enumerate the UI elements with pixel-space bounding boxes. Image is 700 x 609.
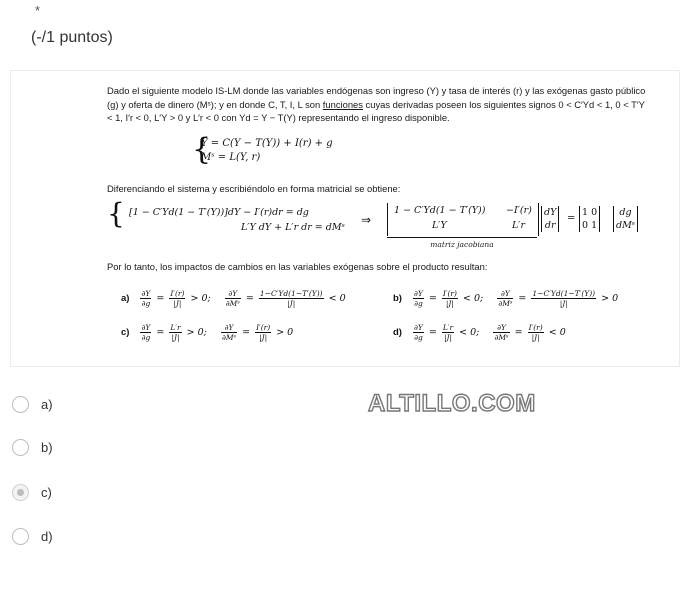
vec-dMs: dMˢ bbox=[616, 220, 636, 231]
deriv-frac: $\frac{\partial Y}{\text{∂Mˢ}}$ bbox=[498, 289, 513, 308]
ratio-frac: $\frac{1-C'Yd(1-T'(Y))}{|J|}$ bbox=[259, 289, 323, 308]
sign-2: < 0 bbox=[548, 327, 566, 338]
sign-1: > 0; bbox=[190, 293, 211, 304]
answer-b-formula: b) $\frac{\partial Y}{\partial g}$ = $\frac{I'(r)}{|J|}$ < 0; $\frac{\partial Y}{\text{∂Mˢ}}$ = $\frac{1-C'Yd(1-T'(Y))}{|J|}$ > 0 bbox=[393, 289, 619, 308]
answer-d-label: d) bbox=[393, 327, 402, 338]
identity-row-2: 0 1 bbox=[582, 220, 598, 231]
jacobian-matrix bbox=[387, 203, 539, 236]
sign-2: > 0 bbox=[276, 327, 294, 338]
problem-intro: Dado el siguiente modelo IS-LM donde las variables endógenas son ingreso (Y) y tasa de interés (r) y las exógenas gasto público (g) y oferta de dinero (Mˢ); y en donde C, T, I, L son bbox=[107, 85, 646, 110]
ratio-frac: $\frac{I'(r)}{|J|}$ bbox=[442, 289, 457, 308]
answer-c-label: c) bbox=[121, 327, 130, 338]
system-line-1: Y = C(Y − T(Y)) + I(r) + g bbox=[201, 138, 333, 149]
functions-link: funciones bbox=[322, 98, 363, 110]
question-image-panel bbox=[10, 70, 680, 367]
sign-2: > 0 bbox=[601, 293, 619, 304]
required-marker: * bbox=[35, 3, 41, 18]
option-d-label: d) bbox=[41, 528, 53, 544]
answer-a-label: a) bbox=[121, 293, 130, 304]
identity-row-1: 1 0 bbox=[582, 207, 598, 218]
question-points: (-/1 puntos) bbox=[31, 29, 113, 46]
jacobian-label: matriz jacobiana bbox=[387, 237, 537, 249]
sign-2: < 0 bbox=[328, 293, 346, 304]
equals-sign: = bbox=[567, 213, 576, 224]
deriv-frac: $\frac{\partial Y}{\partial g}$ bbox=[141, 289, 151, 308]
option-b[interactable] bbox=[12, 436, 53, 458]
identity-matrix bbox=[579, 206, 600, 232]
sign-1: < 0; bbox=[459, 327, 480, 338]
answer-c-formula: c) $\frac{\partial Y}{\partial g}$ = $\frac{L'r}{|J|}$ > 0; $\frac{\partial Y}{\text{∂Mˢ}}$ = $\frac{I'(r)}{|J|}$ > 0 bbox=[121, 323, 294, 342]
ratio-frac: $\frac{I'(r)}{|J|}$ bbox=[528, 323, 543, 342]
matrix-r2c2: L′r bbox=[512, 220, 526, 231]
sign-1: < 0; bbox=[462, 293, 484, 304]
differentials-vector bbox=[541, 206, 559, 232]
vec-dY: dY bbox=[544, 207, 557, 218]
radio-c[interactable] bbox=[12, 484, 29, 501]
diff-line-1: [1 − C′Yd(1 − T′(Y))]dY − I′(r)dr = dg bbox=[129, 207, 309, 218]
option-b-label: b) bbox=[41, 439, 53, 455]
radio-d[interactable] bbox=[12, 528, 29, 545]
sign-1: > 0; bbox=[186, 327, 207, 338]
system-line-2: Mˢ = L(Y, r) bbox=[201, 152, 261, 163]
system-brace: { bbox=[192, 132, 212, 167]
answer-b-label: b) bbox=[393, 293, 402, 304]
diff-line-2: L′Y dY + L′r dr = dMˢ bbox=[241, 222, 345, 233]
radio-b[interactable] bbox=[12, 439, 29, 456]
answer-a-formula: a) $\frac{\partial Y}{\partial g}$ = $\frac{I'(r)}{|J|}$ > 0; $\frac{\partial Y}{\text{∂Mˢ}}$ = $\frac{1-C'Yd(1-T'(Y))}{|J|}$ < 0 bbox=[121, 289, 346, 308]
ratio-frac: $\frac{L'r}{|J|}$ bbox=[170, 323, 181, 342]
ratio-frac: $\frac{I'(r)}{|J|}$ bbox=[170, 289, 185, 308]
problem-statement bbox=[107, 84, 652, 125]
differentiation-heading: Diferenciando el sistema y escribiéndolo en forma matricial se obtiene: bbox=[107, 183, 401, 194]
impacts-heading: Por lo tanto, los impactos de cambios en las variables exógenas sobre el producto resultan: bbox=[107, 261, 488, 272]
deriv-frac: $\frac{\partial Y}{\text{∂Mˢ}}$ bbox=[221, 323, 237, 342]
option-c[interactable] bbox=[12, 481, 52, 503]
matrix-r1c1: 1 − C′Yd(1 − T′(Y)) bbox=[394, 205, 486, 216]
ratio-frac: $\frac{1-C'Yd(1-T'(Y))}{|J|}$ bbox=[532, 289, 596, 308]
vec-dg: dg bbox=[619, 207, 632, 218]
matrix-r2c1: L′Y bbox=[432, 220, 447, 231]
option-c-label: c) bbox=[41, 484, 52, 500]
radio-a[interactable] bbox=[12, 396, 29, 413]
deriv-frac: $\frac{\partial Y}{\text{∂Mˢ}}$ bbox=[225, 289, 240, 308]
deriv-frac: $\frac{\partial Y}{\partial g}$ bbox=[141, 323, 151, 342]
option-a[interactable] bbox=[12, 393, 53, 415]
matrix-r1c2: −I′(r) bbox=[506, 205, 532, 216]
deriv-frac: $\frac{\partial Y}{\partial g}$ bbox=[414, 289, 423, 308]
deriv-frac: $\frac{\partial Y}{\partial g}$ bbox=[414, 323, 423, 342]
watermark-logo: ALTILLO.COM bbox=[368, 390, 536, 417]
ratio-frac: $\frac{I'(r)}{|J|}$ bbox=[256, 323, 271, 342]
ratio-frac: $\frac{L'r}{|J|}$ bbox=[442, 323, 454, 342]
deriv-frac: $\frac{\partial Y}{\text{∂Mˢ}}$ bbox=[494, 323, 509, 342]
option-d[interactable] bbox=[12, 525, 53, 547]
diff-brace: { bbox=[107, 197, 125, 230]
answer-d-formula: d) $\frac{\partial Y}{\partial g}$ = $\frac{L'r}{|J|}$ < 0; $\frac{\partial Y}{\text{∂Mˢ}}$ = $\frac{I'(r)}{|J|}$ < 0 bbox=[393, 323, 566, 342]
implies-arrow: ⇒ bbox=[361, 213, 372, 227]
problem-intro-tail: cuyas derivadas poseen los siguientes signos 0 < C′Yd < 1, 0 < T′Y < 1, I′r < 0, L′Y > 0 y L′r < 0 con Yd = Y − T(Y) representando el ingreso disponible. bbox=[107, 98, 645, 123]
vec-dr: dr bbox=[544, 220, 556, 231]
exogenous-vector bbox=[613, 206, 638, 232]
is-lm-system bbox=[192, 132, 333, 167]
option-a-label: a) bbox=[41, 396, 53, 412]
